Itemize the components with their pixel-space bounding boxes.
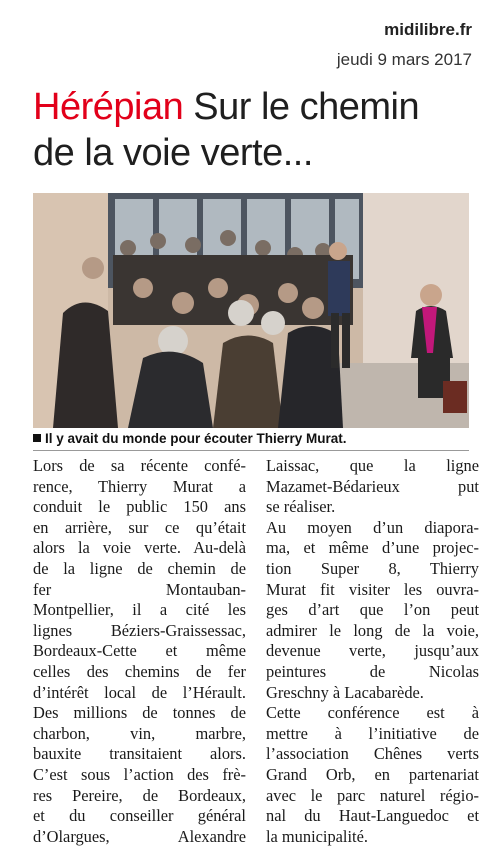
text-line: Cette conférence est à: [266, 703, 479, 723]
text-line: Lors de sa récente confé-: [33, 456, 246, 475]
article-column-left: [33, 456, 246, 847]
text-line: Au moyen d’un diapora-: [266, 517, 479, 537]
text-line: fer Montauban-: [33, 579, 246, 599]
text-line: devenue verte, jusqu’aux: [266, 641, 479, 661]
text-line: Mazamet-Bédarieux put: [266, 476, 479, 496]
article-paragraph: [33, 456, 246, 847]
text-line: Des millions de tonnes de: [33, 703, 246, 723]
text-line: bauxite transitaient alors.: [33, 744, 246, 764]
conference-room-photo: [33, 193, 469, 428]
text-line: d’Olargues, Alexandre: [33, 826, 246, 846]
text-line: admirer le long de la voie,: [266, 620, 479, 640]
article-paragraph: [266, 456, 479, 518]
text-line: lignes Béziers-Graissessac,: [33, 620, 246, 640]
text-line: ges d’art que l’on peut: [266, 600, 479, 620]
text-line: Murat fit visiter les ouvra-: [266, 579, 479, 599]
text-line: la municipalité.: [266, 826, 368, 846]
text-line: mettre à l’initiative de: [266, 723, 479, 743]
text-line: nal du Haut-Languedoc et: [266, 806, 479, 826]
photo-caption: [33, 431, 469, 446]
text-line: Greschny à Lacabarède.: [266, 682, 424, 702]
headline-title-line2: de la voie verte...: [33, 132, 313, 174]
text-line: ma, et même d’une projec-: [266, 538, 479, 558]
text-line: avec le parc naturel régio-: [266, 785, 479, 805]
text-line: alors la voie verte. Au-delà: [33, 538, 246, 558]
text-line: res Pereire, de Bordeaux,: [33, 785, 246, 805]
text-line: l’association Chênes verts: [266, 744, 479, 764]
publication-date: jeudi 9 mars 2017: [336, 50, 472, 69]
text-line: rence, Thierry Murat a: [33, 476, 246, 496]
article-paragraph: [266, 518, 479, 703]
text-line: Grand Orb, en partenariat: [266, 764, 479, 784]
headline-title-line1: Sur le chemin: [193, 86, 420, 128]
text-line: d’intérêt local de l’Hérault.: [33, 682, 246, 702]
headline-place: Hérépian: [33, 86, 184, 128]
article-column-right: [266, 456, 479, 847]
divider: [33, 450, 469, 451]
text-line: en arrière, sur ce qu’était: [33, 517, 246, 537]
text-line: C’est sous l’action des frè-: [33, 764, 246, 784]
text-line: charbon, vin, marbre,: [33, 723, 246, 743]
text-line: conduit le public 150 ans: [33, 497, 246, 517]
text-line: et du conseiller général: [33, 806, 246, 826]
article-photo: [33, 193, 469, 428]
article-paragraph: [266, 703, 479, 847]
caption-bullet-icon: [33, 434, 41, 442]
text-line: Laissac, que la ligne: [266, 456, 479, 475]
text-line: de la ligne de chemin de: [33, 558, 246, 578]
source-site: midilibre.fr: [384, 20, 472, 39]
text-line: peintures de Nicolas: [266, 661, 479, 681]
text-line: Montpellier, il a cité les: [33, 600, 246, 620]
text-line: tion Super 8, Thierry: [266, 558, 479, 578]
text-line: Bordeaux-Cette et même: [33, 641, 246, 661]
text-line: se réaliser.: [266, 497, 336, 517]
headline: [33, 84, 483, 176]
photo-caption-text: Il y avait du monde pour écouter Thierry Murat.: [45, 431, 347, 446]
text-line: celles des chemins de fer: [33, 661, 246, 681]
